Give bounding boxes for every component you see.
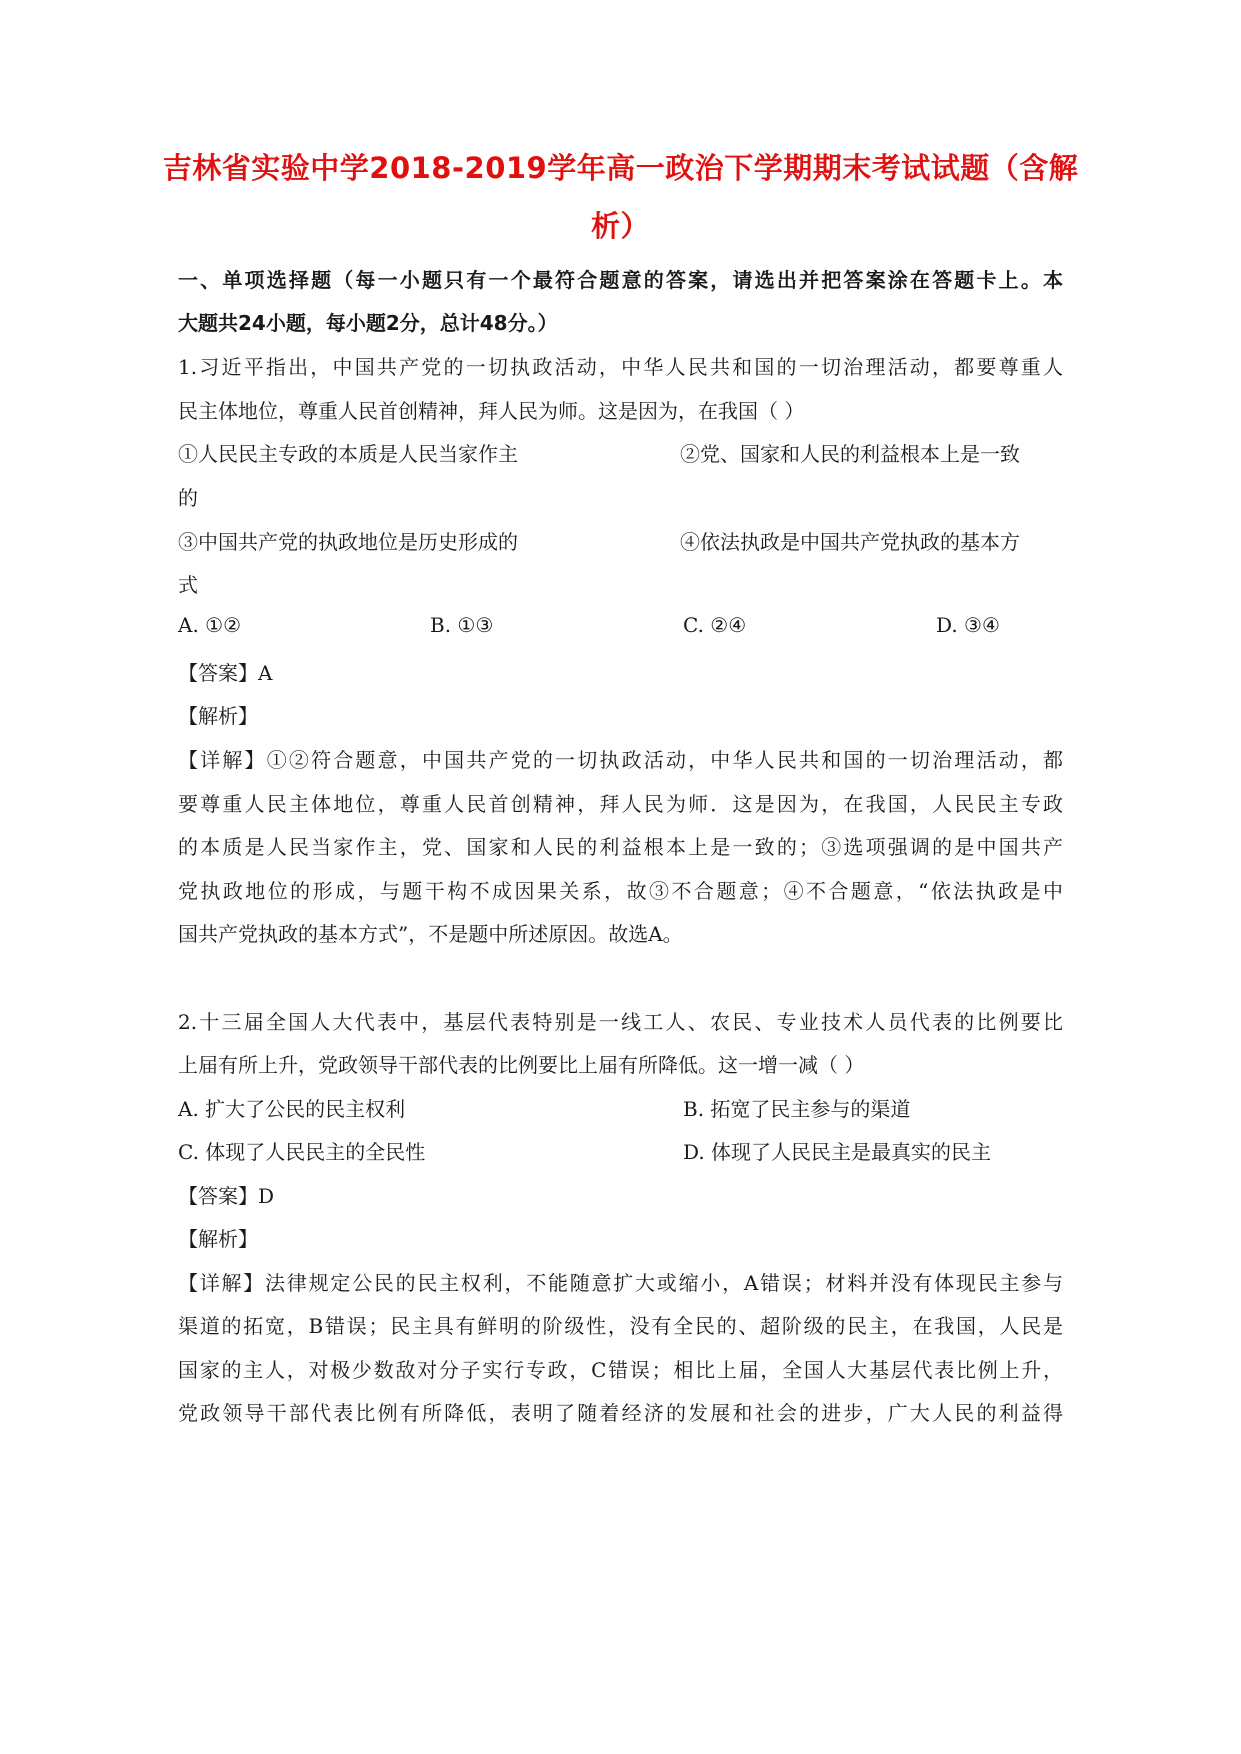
- q2-stem-line-2: 上届有所上升，党政领导干部代表的比例要比上届有所降低。这一增一减（ ）: [178, 1053, 865, 1077]
- q1-option-a: A. ①②: [178, 613, 242, 637]
- q1-item-4: ④依法执政是中国共产党执政的基本方: [680, 530, 1020, 554]
- q1-item-2: ②党、国家和人民的利益根本上是一致: [680, 442, 1020, 466]
- q2-stem-line-1: 2.十三届全国人大代表中，基层代表特别是一线工人、农民、专业技术人员代表的比例要比: [178, 1010, 1063, 1034]
- q1-stem-line-2: 民主体地位，尊重人民首创精神，拜人民为师。这是因为，在我国（ ）: [178, 399, 805, 423]
- q1-analysis-label: 【解析】: [178, 704, 258, 728]
- section-heading-line-1: 一、单项选择题（每一小题只有一个最符合题意的答案，请选出并把答案涂在答题卡上。本: [178, 268, 1063, 292]
- q1-detail-line-5: 国共产党执政的基本方式”，不是题中所述原因。故选A。: [178, 922, 683, 946]
- q2-detail-line-1: 【详解】法律规定公民的民主权利，不能随意扩大或缩小，A错误；材料并没有体现民主参与: [178, 1271, 1063, 1295]
- q1-detail-line-3: 的本质是人民当家作主，党、国家和人民的利益根本上是一致的；③选项强调的是中国共产: [178, 835, 1063, 859]
- section-heading-line-2: 大题共24小题，每小题2分，总计48分。）: [178, 311, 558, 335]
- document-title-line-2: 析）: [590, 209, 650, 243]
- q1-detail-line-2: 要尊重人民主体地位，尊重人民首创精神，拜人民为师．这是因为，在我国，人民民主专政: [178, 792, 1063, 816]
- q2-detail-line-2: 渠道的拓宽，B错误；民主具有鲜明的阶级性，没有全民的、超阶级的民主，在我国，人民是: [178, 1314, 1063, 1338]
- q1-detail-line-4: 党执政地位的形成，与题干构不成因果关系，故③不合题意；④不合题意，“依法执政是中: [178, 879, 1063, 903]
- q2-option-c: C. 体现了人民民主的全民性: [178, 1140, 426, 1164]
- q1-stem-line-1: 1.习近平指出，中国共产党的一切执政活动，中华人民共和国的一切治理活动，都要尊重人: [178, 355, 1063, 379]
- q1-item-3: ③中国共产党的执政地位是历史形成的: [178, 530, 518, 554]
- q2-detail-line-3: 国家的主人，对极少数敌对分子实行专政，C错误；相比上届，全国人大基层代表比例上升，: [178, 1358, 1063, 1382]
- q2-answer: 【答案】D: [178, 1184, 275, 1208]
- q2-option-d: D. 体现了人民民主是最真实的民主: [683, 1140, 992, 1164]
- q2-analysis-label: 【解析】: [178, 1227, 258, 1251]
- q1-option-c: C. ②④: [683, 613, 747, 637]
- document-title-line-1: 吉林省实验中学2018-2019学年高一政治下学期期末考试试题（含解: [162, 151, 1079, 185]
- q1-item-1: ①人民民主专政的本质是人民当家作主: [178, 442, 518, 466]
- q1-item-4-wrap: 式: [178, 573, 198, 597]
- q1-option-b: B. ①③: [430, 613, 494, 637]
- q2-option-b: B. 拓宽了民主参与的渠道: [683, 1097, 911, 1121]
- q1-item-2-wrap: 的: [178, 486, 198, 510]
- q2-option-a: A. 扩大了公民的民主权利: [178, 1097, 406, 1121]
- q2-detail-line-4: 党政领导干部代表比例有所降低，表明了随着经济的发展和社会的进步，广大人民的利益得: [178, 1401, 1063, 1425]
- q1-option-d: D. ③④: [936, 613, 1000, 637]
- q1-detail-line-1: 【详解】①②符合题意，中国共产党的一切执政活动，中华人民共和国的一切治理活动，都: [178, 748, 1063, 772]
- q1-answer: 【答案】A: [178, 661, 273, 685]
